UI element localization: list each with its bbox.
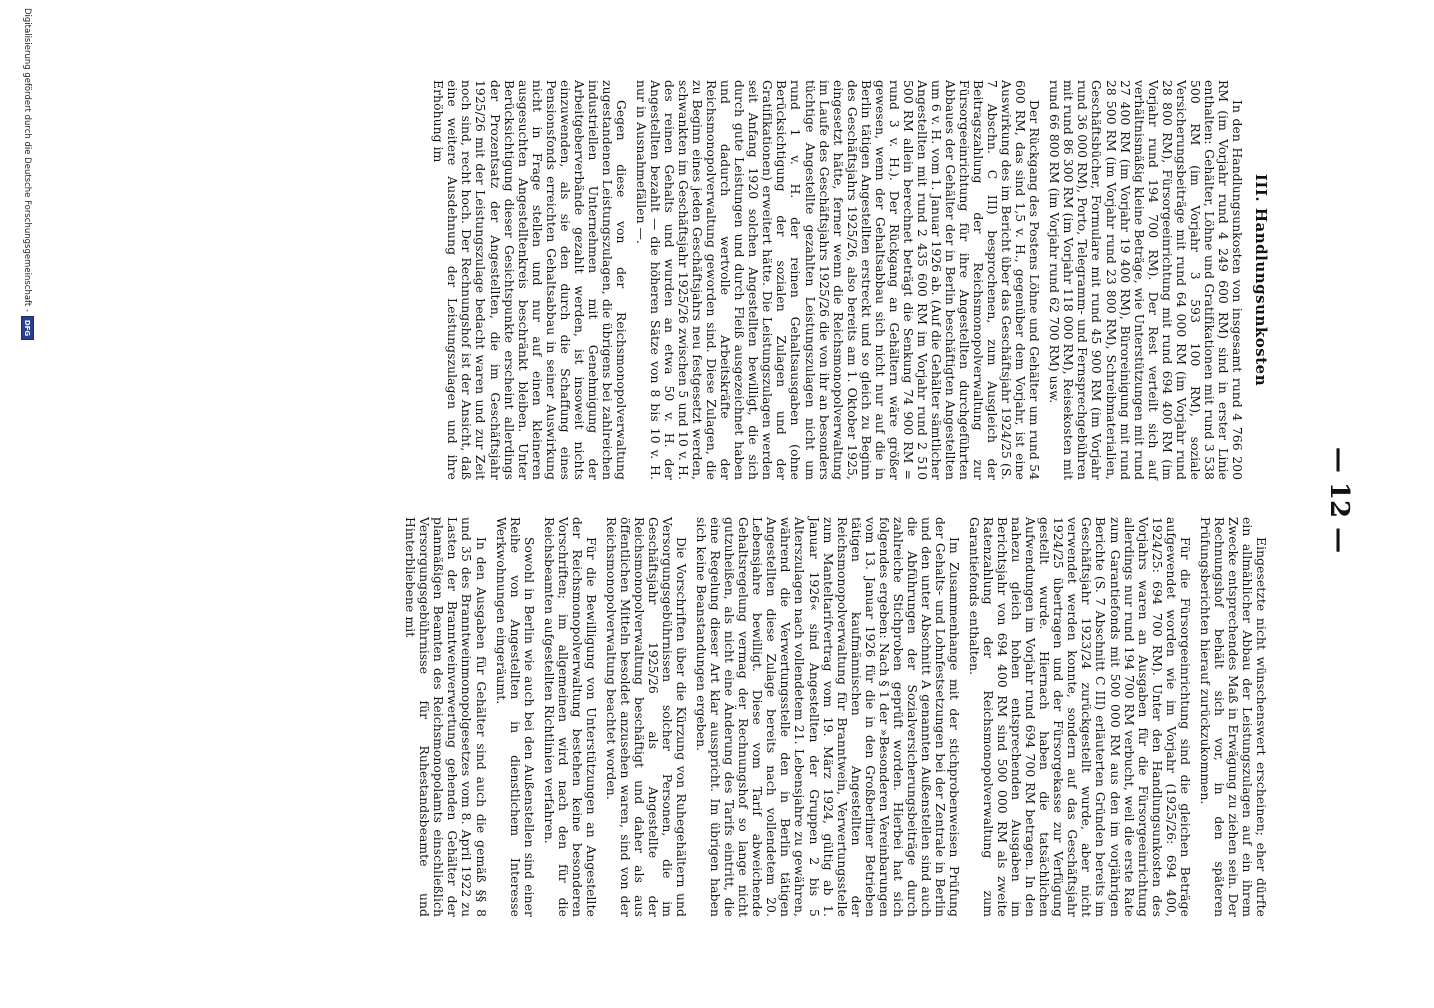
paragraph: In den Handlungsunkosten von insgesamt rund 4 766 200 RM (im Vorjahr rund 4 249 600 RM) sind in erster Linie enthalten: Gehälter, Löhne und Gratifikationen mit rund 3 538 500 RM (im Vorjahr 3 593 100 RM), soziale Versicherungsbeiträge mit rund 64 000 RM (im Vorjahr rund 28 800 RM), Fürsorgeeinrichtung mit rund 694 400 RM (im Vorjahr rund 194 700 RM). Der Rest verteilt sich auf verhältnismäßig kleine Beträge, wie Unterstützungen mit rund 27 400 RM (im Vorjahr 19 400 RM), Büroreinigung mit rund 28 500 RM (im Vorjahr rund 23 800 RM), Schreibmaterialien, Geschäftsbücher, Formulare mit rund 45 900 RM (im Vorjahr rund 36 000 RM), Porto, Telegramm- und Fernsprechgebühren mit rund 86 300 RM (im Vorjahr 118 000 RM), Reisekosten mit rund 66 800 RM (im Vorjahr rund 62 700 RM) usw. <box>1047 80 1244 480</box>
page-number: — 12 — <box>1324 446 1354 554</box>
footer-text: Digitalisierung gefördert durch die Deutsche Forschungsgemeinschaft - <box>22 8 33 312</box>
dfg-logo: DFG <box>21 316 34 340</box>
left-column <box>118 80 1268 480</box>
paragraph: Die Vorschriften über die Kürzung von Ruhegehältern und Versorgungsgebührnissen solcher Personen, die im Geschäftsjahr 1925/26 als Angestellte der Reichsmonopolverwaltung beschäftigt und daher als aus öffentlichen Mitteln besoldet anzusehen waren, sind von der Reichsmonopolverwaltung beachtet worden. <box>603 517 689 917</box>
paragraph: In den Ausgaben für Gehälter sind auch die gemäß §§ 8 und 35 des Branntweinmonopolgesetzes vom 8. April 1922 zu Lasten der Branntweinverwertung gehenden Gehälter der planmäßigen Beamten des Reichsmonopolamts einschließlich Versorgungsgebührnisse für Ruhestandsbeamte und Hinterbliebene mit <box>403 517 488 917</box>
paragraph: Der Rückgang des Postens Löhne und Gehälter um rund 54 600 RM, das sind 1,5 v. H., gegenüber dem Vorjahr, ist eine Auswirkung des im Bericht über das Geschäftsjahr 1924/25 (S. 7 Abschn. C III) besprochenen, zum Ausgleich der Beitragszahlung der Reichsmonopolverwaltung zur Fürsorgeeinrichtung für ihre Angestellten durchgeführten Abbaues der Gehälter der in Berlin beschäftigten Angestellten um 6 v. H. vom 1. Januar 1926 ab. (Auf die Gehälter sämtlicher Angestellten mit rund 2 435 600 RM im Vorjahr rund 2 510 500 RM allein berechnet beträgt die Senkung 74 900 RM = rund 3 v. H.). Der Rückgang an Gehältern wäre größer gewesen, wenn der Gehaltsabbau sich nicht nur auf die in Berlin tätigen Angestellten erstreckt und so gleich zu Beginn des Geschäftsjahrs 1925/26, also bereits am 1. Oktober 1925, eingesetzt hätte, ferner wenn die Reichsmonopolverwaltung im Laufe des Geschäftsjahrs 1925/26 die von ihr an besonders tüchtige Angestellte gezahlten Leistungszulagen nicht um rund 1 v. H. der reinen Gehaltsausgaben (ohne Berücksichtigung der sozialen Zulagen und der Gratifikationen) erweitert hätte. Die Leistungszulagen werden seit Anfang 1920 solchen Angestellten bewilligt, die sich durch gute Leistungen und durch Fleiß ausgezeichnet haben und dadurch wertvolle Arbeitskräfte der Reichsmonopolverwaltung geworden sind. Diese Zulagen, die zu Beginn eines jeden Geschäftsjahrs neu festgesetzt werden, schwankten im Geschäftsjahr 1925/26 zwischen 5 und 10 v. H. des reinen Gehalts und wurden an etwa 50 v. H. der Angestellten bezahlt — die höheren Sätze von 8 bis 10 v. H. nur in Ausnahmefällen —. <box>633 80 1042 480</box>
right-column <box>118 517 1268 917</box>
digitization-footer <box>21 0 34 1008</box>
paragraph: Sowohl in Berlin wie auch bei den Außenstellen sind einer Reihe von Angestellten in dienstlichem Interesse Werkwohnungen eingeräumt. <box>493 517 536 917</box>
paragraph: Für die Bewilligung von Unterstützungen an Angestellte der Reichsmonopolverwaltung bestehen keine besonderen Vorschriften; im allgemeinen wird nach den für die Reichsbeamten aufgestellten Richtlinien verfahren. <box>541 517 598 917</box>
paragraph: Im Zusammenhange mit der stichprobenweisen Prüfung der Gehalts- und Lohnfestsetzungen bei der Zentrale in Berlin und den unter Abschnitt A genannten Außenstellen sind auch die Abführungen der Sozialversicherungsbeiträge durch zahlreiche Stichproben geprüft worden. Hierbei hat sich folgendes ergeben: Nach § 1 der »Besonderen Vereinbarungen vom 13. Januar 1926 für die in den Großberliner Betrieben tätigen kaufmännischen Angestellten der Reichsmonopolverwaltung für Branntwein, Verwertungsstelle zum Manteltarifvertrag vom 19. März 1924, gültig ab 1. Januar 1926« sind Angestellten der Gruppen 2 bis 5 Alterszulagen nach vollendetem 21. Lebensjahre zu gewähren, während die Verwertungsstelle den in Berlin tätigen Angestellten diese Zulage bereits nach vollendetem 20. Lebensjahre bewilligt. Diese vom Tarif abweichende Gehaltsregelung vermag der Rechnungshof so lange nicht gutzuheißen, als nicht eine Änderung des Tarifs eintritt, die eine Regelung dieser Art klar ausspricht. Im übrigen haben sich keine Beanstandungen ergeben. <box>694 517 962 917</box>
paragraph: Gegen diese von der Reichsmonopolverwaltung zugestandenen Leistungszulagen, die übrigens bei zahlreichen industriellen Unternehmen mit Genehmigung der Arbeitgeberverbände gezahlt werden, ist insoweit nichts einzuwenden, als sie den durch die Schaffung eines Pensionsfonds erreichten Gehaltsabbau in seiner Auswirkung nicht in Frage stellen und nur auf einen kleineren ausgesuchten Angestelltenkreis beschränkt bleiben. Unter Berücksichtigung dieser Gesichtspunkte erscheint allerdings der Prozentsatz der Angestellten, die im Geschäftsjahr 1925/26 mit der Leistungszulage bedacht waren und zur Zeit noch sind, recht hoch. Der Rechnungshof ist der Ansicht, daß eine weitere Ausdehnung der Leistungszulagen und ihre Erhöhung im <box>431 80 628 480</box>
paragraph: Eingesetzte nicht wünschenswert erscheinen; eher dürfte ein allmählicher Abbau der Leistungszulagen auf ein ihrem Zwecke entsprechendes Maß in Erwägung zu ziehen sein. Der Rechnungshof behält sich vor, in den späteren Prüfungsberichten hierauf zurückzukommen. <box>1197 517 1268 917</box>
section-heading: III. Handlungsunkosten <box>1252 173 1270 387</box>
paragraph: Für die Fürsorgeeinrichtung sind die gleichen Beträge aufgewendet worden wie im Vorjahr (1925/26: 694 400, 1924/25: 694 700 RM). Unter den Handlungsunkosten des Vorjahrs waren an Ausgaben für die Fürsorgeeinrichtung allerdings nur rund 194 700 RM verbucht, weil die erste Rate zum Garantiefonds mit 500 000 RM aus den im vorjährigen Berichte (S. 7 Abschnitt C III) erläuterten Gründen bereits im Geschäftsjahr 1923/24 zurückgestellt wurde, aber nicht verwendet werden konnte, sondern auf das Geschäftsjahr 1924/25 übertragen und der Fürsorgekasse zur Verfügung gestellt wurde. Hiernach haben die tatsächlichen Aufwendungen im Vorjahr rund 694 700 RM betragen. In den nahezu gleich hohen entsprechenden Ausgaben im Berichtsjahr von 694 400 RM sind 500 000 RM als zweite Ratenzahlung der Reichsmonopolverwaltung zum Garantiefonds enthalten. <box>967 517 1192 917</box>
